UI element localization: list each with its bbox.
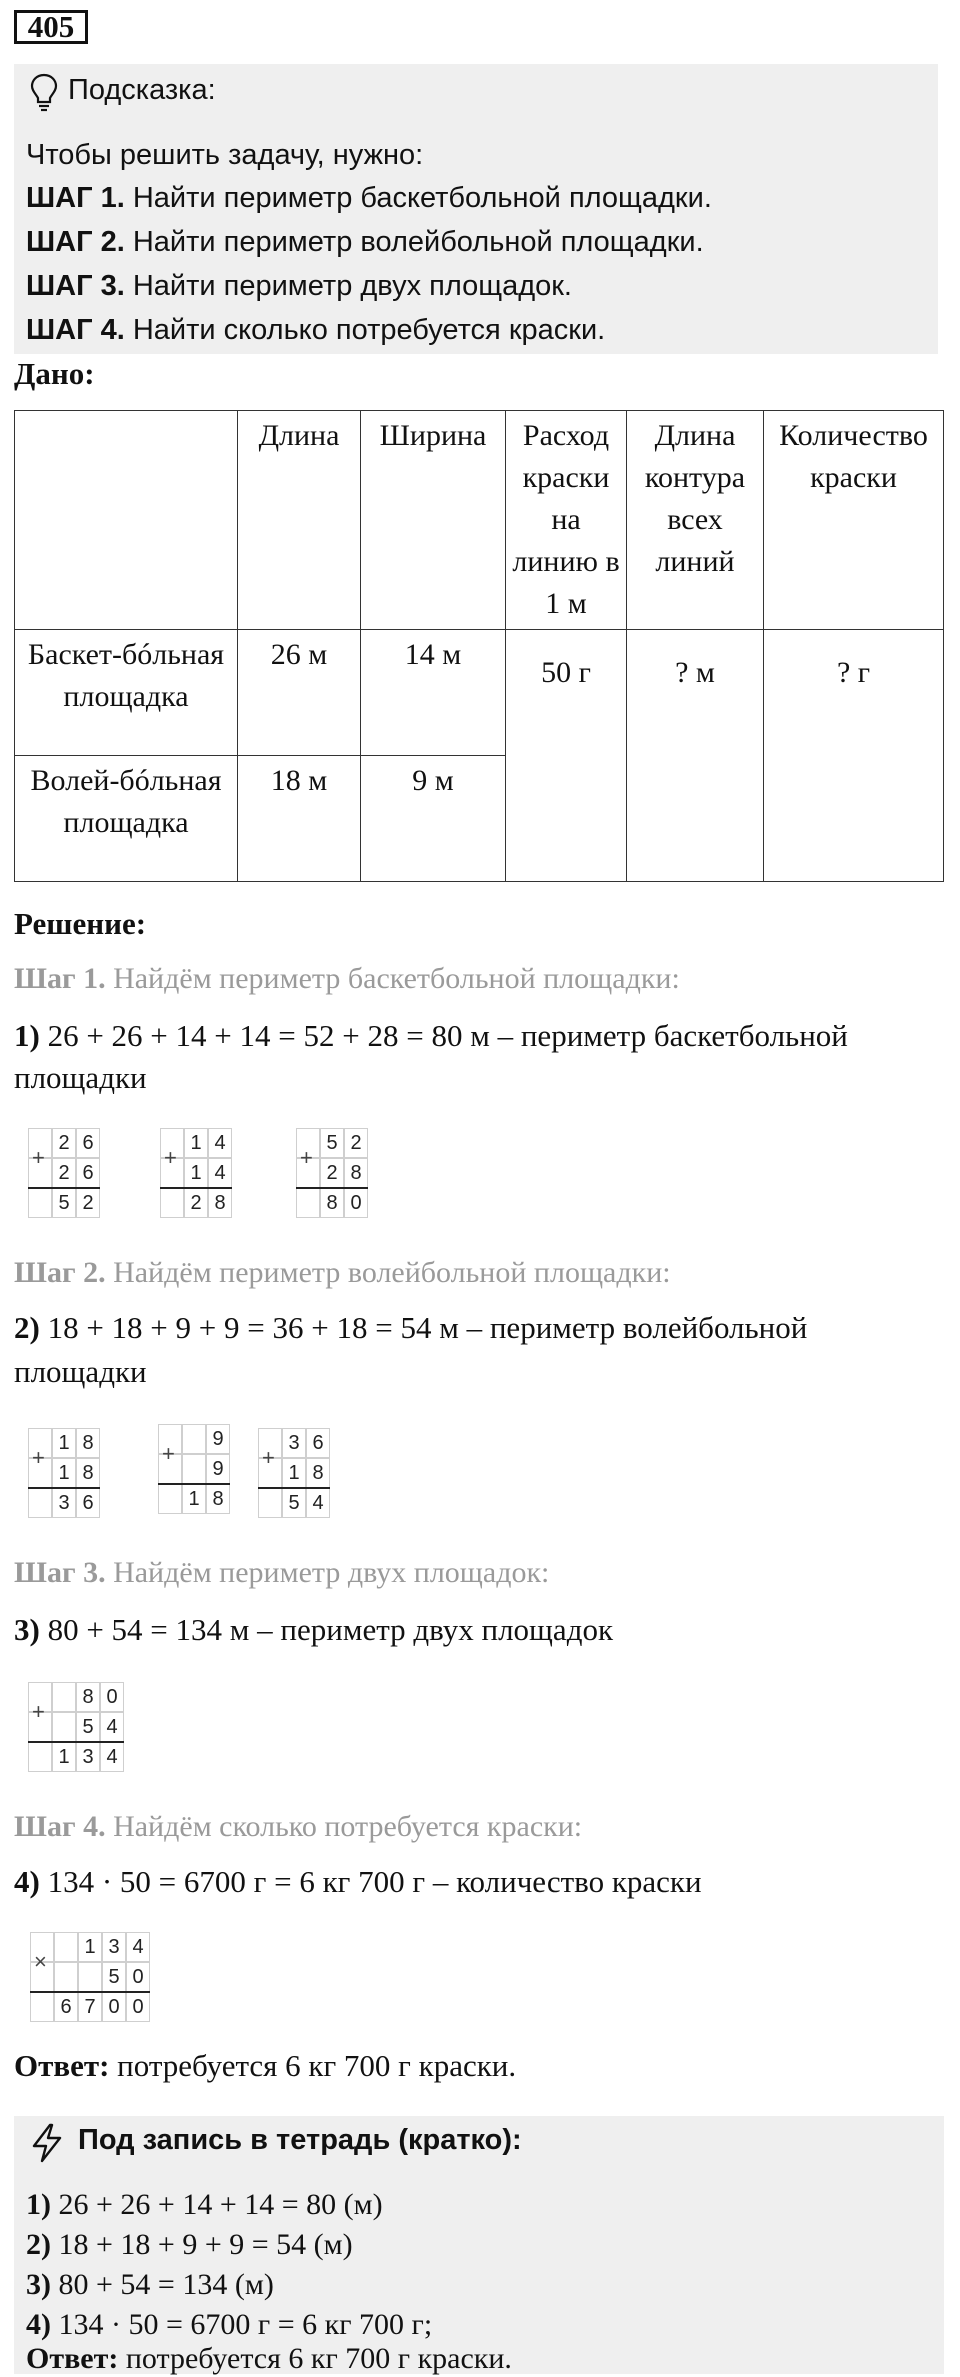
table-header-cell xyxy=(15,411,238,630)
operator-sign: + xyxy=(300,1144,313,1170)
digit-cell: 9 xyxy=(206,1454,230,1484)
notebook-box xyxy=(14,2116,944,2374)
digit-cell: 7 xyxy=(78,1992,102,2022)
digit-cell: 5 xyxy=(52,1188,76,1218)
problem-number: 405 xyxy=(14,10,88,44)
hint-intro: Чтобы решить задачу, нужно: xyxy=(26,139,424,171)
digit-cell: 8 xyxy=(76,1682,100,1712)
digit-cell xyxy=(54,1962,78,1992)
sum-line xyxy=(28,1487,100,1489)
table-cell: 18 м xyxy=(238,756,361,882)
digit-cell: 4 xyxy=(100,1742,124,1772)
sum-line xyxy=(28,1741,124,1743)
digit-cell: 3 xyxy=(282,1428,306,1458)
digit-cell: 0 xyxy=(102,1992,126,2022)
table-cell: 9 м xyxy=(361,756,506,882)
operator-sign: + xyxy=(162,1440,175,1466)
digit-cell: 2 xyxy=(76,1188,100,1218)
operator-sign: + xyxy=(262,1444,275,1470)
digit-cell: 3 xyxy=(102,1932,126,1962)
table-header-cell: Количество краски xyxy=(764,411,944,630)
digit-cell xyxy=(160,1188,184,1218)
digit-cell xyxy=(52,1682,76,1712)
table-cell-paint: ? г xyxy=(764,630,944,882)
digit-cell: 5 xyxy=(282,1488,306,1518)
digit-cell: 3 xyxy=(52,1488,76,1518)
table-cell: 14 м xyxy=(361,630,506,756)
hint-step: ШАГ 4. Найти сколько потребуется краски. xyxy=(26,314,606,346)
step-expression-cont: площадки xyxy=(14,1060,147,1095)
table-header-cell: Длина xyxy=(238,411,361,630)
digit-cell: 0 xyxy=(100,1682,124,1712)
notebook-line: 2) 18 + 18 + 9 + 9 = 54 (м) xyxy=(26,2228,353,2261)
digit-cell xyxy=(182,1424,206,1454)
table-row-name: Волей-бóльная площадка xyxy=(15,756,238,882)
digit-cell: 5 xyxy=(102,1962,126,1992)
notebook-line: 1) 26 + 26 + 14 + 14 = 80 (м) xyxy=(26,2188,383,2221)
sum-line xyxy=(158,1483,230,1485)
digit-cell: 2 xyxy=(52,1158,76,1188)
digit-cell: 3 xyxy=(76,1742,100,1772)
lightbulb-icon xyxy=(28,72,60,112)
sum-line xyxy=(160,1187,232,1189)
digit-cell: 8 xyxy=(76,1458,100,1488)
digit-cell: 0 xyxy=(126,1992,150,2022)
sum-line xyxy=(28,1187,100,1189)
notebook-line: 4) 134 · 50 = 6700 г = 6 кг 700 г; xyxy=(26,2308,433,2341)
digit-cell: 4 xyxy=(208,1158,232,1188)
table-cell-contour: ? м xyxy=(627,630,764,882)
digit-cell xyxy=(28,1742,52,1772)
hint-box xyxy=(14,64,938,354)
digit-cell: 2 xyxy=(344,1128,368,1158)
step-expression: 2) 18 + 18 + 9 + 9 = 36 + 18 = 54 м – периметр волейбольной xyxy=(14,1310,808,1345)
operator-sign: + xyxy=(32,1444,45,1470)
digit-cell: 8 xyxy=(344,1158,368,1188)
digit-cell: 6 xyxy=(306,1428,330,1458)
digit-cell xyxy=(28,1188,52,1218)
hint-step: ШАГ 2. Найти периметр волейбольной площадки. xyxy=(26,226,704,258)
operator-sign: + xyxy=(32,1698,45,1724)
digit-cell: 8 xyxy=(306,1458,330,1488)
digit-cell: 4 xyxy=(126,1932,150,1962)
table-cell: 26 м xyxy=(238,630,361,756)
digit-cell: 1 xyxy=(52,1458,76,1488)
digit-cell xyxy=(30,1992,54,2022)
digit-cell: 6 xyxy=(76,1158,100,1188)
step-title: Шаг 3. Найдём периметр двух площадок: xyxy=(14,1556,550,1589)
lightning-icon xyxy=(28,2122,66,2164)
digit-cell: 8 xyxy=(206,1484,230,1514)
operator-sign: × xyxy=(34,1948,47,1974)
digit-cell xyxy=(158,1484,182,1514)
notebook-answer: Ответ: потребуется 6 кг 700 г краски. xyxy=(26,2342,512,2375)
digit-cell xyxy=(296,1188,320,1218)
table-header-cell: Ширина xyxy=(361,411,506,630)
digit-cell: 6 xyxy=(76,1128,100,1158)
digit-cell: 1 xyxy=(184,1128,208,1158)
digit-cell: 1 xyxy=(78,1932,102,1962)
digit-cell: 1 xyxy=(182,1484,206,1514)
digit-cell: 4 xyxy=(306,1488,330,1518)
step-expression: 3) 80 + 54 = 134 м – периметр двух площадок xyxy=(14,1612,614,1647)
given-table xyxy=(14,410,944,882)
step-title: Шаг 1. Найдём периметр баскетбольной площадки: xyxy=(14,962,680,995)
sum-line xyxy=(30,1991,150,1993)
digit-cell: 6 xyxy=(54,1992,78,2022)
step-title: Шаг 2. Найдём периметр волейбольной площадки: xyxy=(14,1256,671,1289)
operator-sign: + xyxy=(32,1144,45,1170)
digit-cell: 8 xyxy=(208,1188,232,1218)
hint-step: ШАГ 3. Найти периметр двух площадок. xyxy=(26,270,572,302)
digit-cell: 1 xyxy=(282,1458,306,1488)
digit-cell: 2 xyxy=(184,1188,208,1218)
step-expression: 1) 26 + 26 + 14 + 14 = 52 + 28 = 80 м – периметр баскетбольной xyxy=(14,1018,848,1053)
digit-cell: 0 xyxy=(126,1962,150,1992)
digit-cell: 0 xyxy=(344,1188,368,1218)
hint-step: ШАГ 1. Найти периметр баскетбольной площадки. xyxy=(26,182,712,214)
answer-line: Ответ: потребуется 6 кг 700 г краски. xyxy=(14,2048,517,2083)
digit-cell: 4 xyxy=(208,1128,232,1158)
digit-cell: 1 xyxy=(184,1158,208,1188)
digit-cell: 2 xyxy=(52,1128,76,1158)
digit-cell: 4 xyxy=(100,1712,124,1742)
digit-cell xyxy=(28,1488,52,1518)
digit-cell xyxy=(52,1712,76,1742)
digit-cell: 2 xyxy=(320,1158,344,1188)
digit-cell: 5 xyxy=(320,1128,344,1158)
digit-cell: 6 xyxy=(76,1488,100,1518)
digit-cell: 8 xyxy=(320,1188,344,1218)
digit-cell: 9 xyxy=(206,1424,230,1454)
sum-line xyxy=(296,1187,368,1189)
digit-cell: 5 xyxy=(76,1712,100,1742)
digit-cell xyxy=(182,1454,206,1484)
table-cell-consumption: 50 г xyxy=(506,630,627,882)
table-header-cell: Расход краски на линию в 1 м xyxy=(506,411,627,630)
digit-cell xyxy=(258,1488,282,1518)
digit-cell: 1 xyxy=(52,1742,76,1772)
operator-sign: + xyxy=(164,1144,177,1170)
digit-cell xyxy=(54,1932,78,1962)
table-row-name: Баскет-бóльная площадка xyxy=(15,630,238,756)
notebook-title: Под запись в тетрадь (кратко): xyxy=(78,2124,522,2156)
table-header-cell: Длина контура всех линий xyxy=(627,411,764,630)
sum-line xyxy=(258,1487,330,1489)
notebook-line: 3) 80 + 54 = 134 (м) xyxy=(26,2268,274,2301)
step-expression: 4) 134 · 50 = 6700 г = 6 кг 700 г – количество краски xyxy=(14,1864,702,1899)
hint-title: Подсказка: xyxy=(68,74,216,106)
step-title: Шаг 4. Найдём сколько потребуется краски: xyxy=(14,1810,583,1843)
digit-cell: 1 xyxy=(52,1428,76,1458)
digit-cell xyxy=(78,1962,102,1992)
solution-heading: Решение: xyxy=(14,906,147,941)
step-expression-cont: площадки xyxy=(14,1354,147,1389)
digit-cell: 8 xyxy=(76,1428,100,1458)
given-heading: Дано: xyxy=(14,356,95,391)
